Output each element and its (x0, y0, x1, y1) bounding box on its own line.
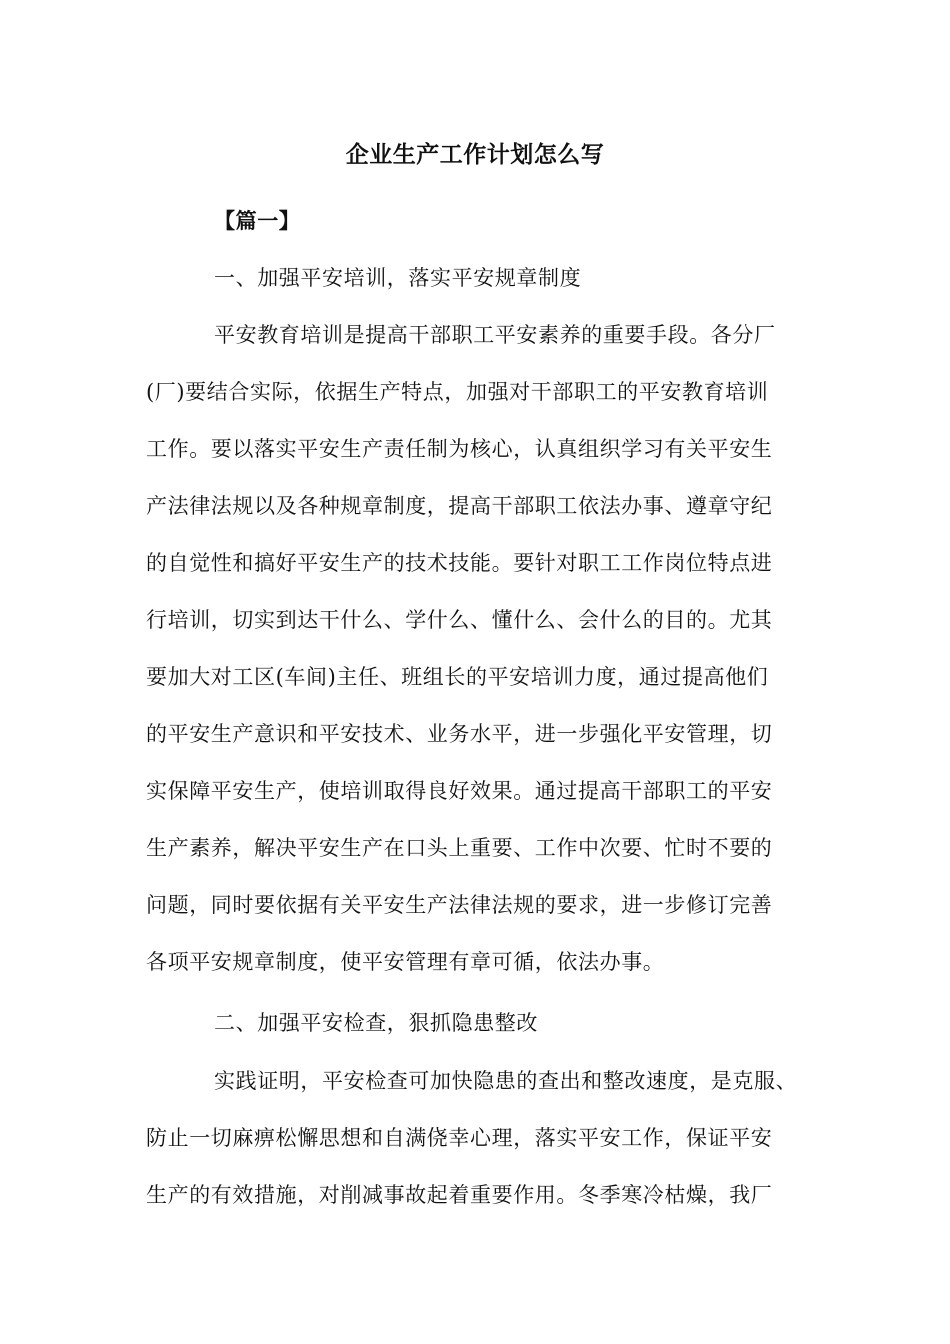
paragraph-line: 平安教育培训是提高干部职工平安素养的重要手段。各分厂 (214, 323, 776, 347)
paragraph-line: 的自觉性和搞好平安生产的技术技能。要针对职工工作岗位特点进 (146, 551, 773, 575)
paragraph-line: 工作。要以落实平安生产责任制为核心，认真组织学习有关平安生 (146, 437, 773, 461)
paragraph-line: 的平安生产意识和平安技术、业务水平，进一步强化平安管理，切 (146, 722, 773, 746)
paragraph-line: 要加大对工区(车间)主任、班组长的平安培训力度，通过提高他们 (146, 665, 769, 689)
paragraph-line: 行培训，切实到达干什么、学什么、懂什么、会什么的目的。尤其 (146, 608, 773, 632)
paragraph-line: 生产素养，解决平安生产在口头上重要、工作中次要、忙时不要的 (146, 836, 773, 860)
paragraph-line: (厂)要结合实际，依据生产特点，加强对干部职工的平安教育培训 (146, 380, 769, 404)
section-heading-2: 二、加强平安检查，狠抓隐患整改 (214, 1011, 538, 1035)
section-heading-1: 一、加强平安培训，落实平安规章制度 (214, 266, 582, 290)
paragraph-line: 实保障平安生产，使培训取得良好效果。通过提高干部职工的平安 (146, 779, 773, 803)
paragraph-line: 问题，同时要依据有关平安生产法律法规的要求，进一步修订完善 (146, 893, 773, 917)
paragraph-line: 防止一切麻痹松懈思想和自满侥幸心理，落实平安工作，保证平安 (146, 1126, 773, 1150)
document-title: 企业生产工作计划怎么写 (345, 141, 605, 168)
paragraph-line: 各项平安规章制度，使平安管理有章可循，依法办事。 (146, 950, 665, 974)
paragraph-line: 实践证明，平安检查可加快隐患的查出和整改速度，是克服、 (214, 1069, 798, 1093)
section-tag: 【篇一】 (214, 208, 301, 233)
paragraph-line: 产法律法规以及各种规章制度，提高干部职工依法办事、遵章守纪 (146, 494, 773, 518)
paragraph-line: 生产的有效措施，对削减事故起着重要作用。冬季寒冷枯燥，我厂 (146, 1183, 773, 1207)
